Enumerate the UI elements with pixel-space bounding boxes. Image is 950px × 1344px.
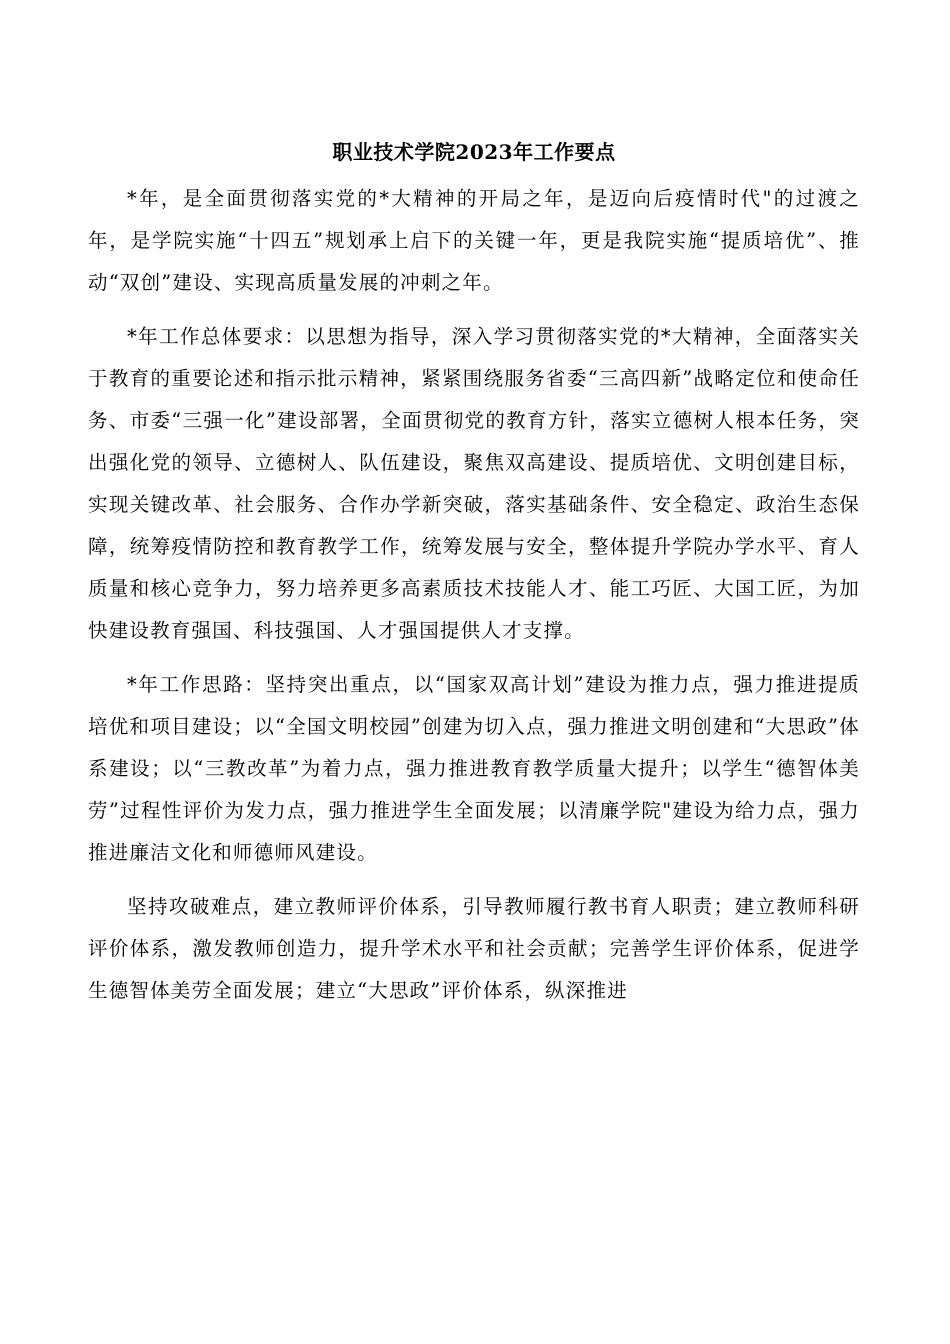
paragraph-key-difficulties: 坚持攻破难点，建立教师评价体系，引导教师履行教书育人职责；建立教师科研评价体系，激发教师创造力，提升学术水平和社会贡献；完善学生评价体系，促进学生德智体美劳全面发展；建立“大思政”评价体系，纵深推进 <box>88 895 860 1002</box>
paragraph-opening: *年，是全面贯彻落实党的*大精神的开局之年，是迈向后疫情时代"的过渡之年，是学院实施“十四五”规划承上启下的关键一年，更是我院实施“提质培优”、推动“双创”建设、实现高质量发展的冲刺之年。 <box>88 187 860 294</box>
document-page <box>88 138 860 1024</box>
document-title: 职业技术学院2023年工作要点 <box>332 140 616 164</box>
paragraph-general-requirements: *年工作总体要求：以思想为指导，深入学习贯彻落实党的*大精神，全面落实关于教育的重要论述和指示批示精神，紧紧围绕服务省委“三高四新”战略定位和使命任务、市委“三强一化”建设部署，全面贯彻党的教育方针，落实立德树人根本任务，突出强化党的领导、立德树人、队伍建设，聚焦双高建设、提质培优、文明创建目标，实现关键改革、社会服务、合作办学新突破，落实基础条件、安全稳定、政治生态保障，统筹疫情防控和教育教学工作，统筹发展与安全，整体提升学院办学水平、育人质量和核心竞争力，努力培养更多高素质技术技能人才、能工巧匠、大国工匠，为加快建设教育强国、科技强国、人才强国提供人才支撑。 <box>88 325 860 642</box>
paragraph-work-approach: *年工作思路：坚持突出重点，以“国家双高计划”建设为推力点，强力推进提质培优和项目建设；以“全国文明校园”创建为切入点，强力推进文明创建和“大思政”体系建设；以“三教改革”为着力点，强力推进教育教学质量大提升；以学生“德智体美劳”过程性评价为发力点，强力推进学生全面发展；以清廉学院"建设为给力点，强力推进廉洁文化和师德师风建设。 <box>88 673 860 864</box>
